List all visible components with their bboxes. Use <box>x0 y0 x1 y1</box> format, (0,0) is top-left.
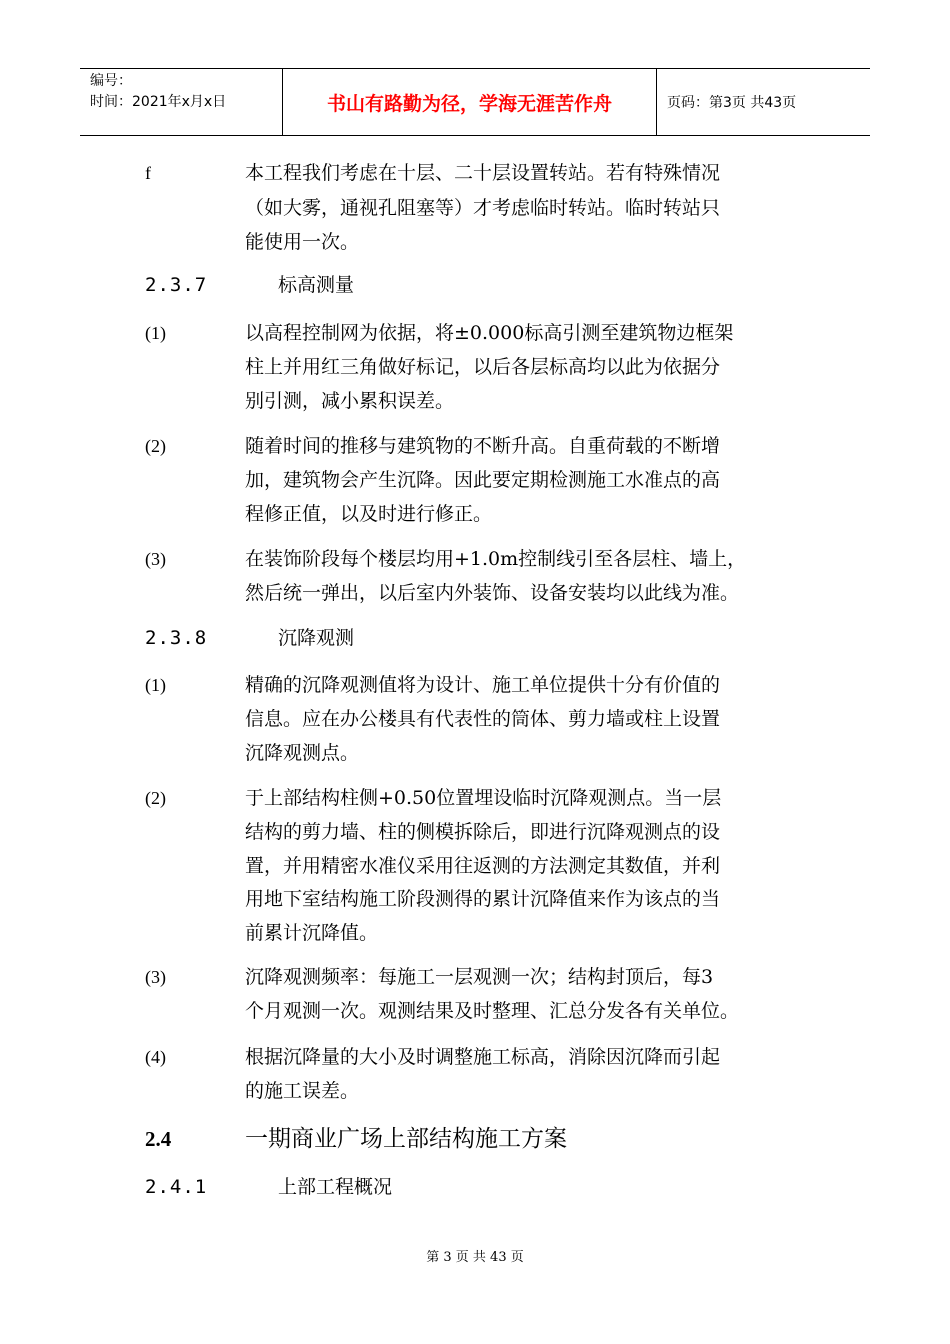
paragraph-line: 以高程控制网为依据，将±0.000标高引测至建筑物边框架 <box>245 322 734 344</box>
section-number: 2.3.8 <box>145 627 208 649</box>
item-number: f <box>145 163 151 183</box>
paragraph-line: 本工程我们考虑在十层、二十层设置转站。若有特殊情况 <box>245 162 721 184</box>
paragraph-line: 沉降观测频率：每施工一层观测一次；结构封顶后，每3 <box>245 966 714 988</box>
item-number: (3) <box>145 549 166 569</box>
paragraph-line: （如大雾，通视孔阻塞等）才考虑临时转站。临时转站只 <box>245 197 721 219</box>
paragraph-line: 用地下室结构施工阶段测得的累计沉降值来作为该点的当 <box>245 888 721 910</box>
paragraph-line: 结构的剪力墙、柱的侧模拆除后，即进行沉降观测点的设 <box>245 821 721 843</box>
header-motto: 书山有路勤为径，学海无涯苦作舟 <box>283 69 657 135</box>
paragraph-line: 能使用一次。 <box>245 231 360 253</box>
paragraph-line: 个月观测一次。观测结果及时整理、汇总分发各有关单位。 <box>245 1000 740 1022</box>
paragraph-line: 的施工误差。 <box>245 1080 360 1102</box>
time-label: 时间：2021年x月x日 <box>90 94 227 110</box>
paragraph-line: 信息。应在办公楼具有代表性的筒体、剪力墙或柱上设置 <box>245 708 721 730</box>
paragraph-line: 加，建筑物会产生沉降。因此要定期检测施工水准点的高 <box>245 469 721 491</box>
paragraph-line: 然后统一弹出，以后室内外装饰、设备安装均以此线为准。 <box>245 582 740 604</box>
chapter-title: 一期商业广场上部结构施工方案 <box>245 1126 567 1152</box>
paragraph-line: 于上部结构柱侧+0.50位置埋设临时沉降观测点。当一层 <box>245 787 722 809</box>
item-number: (1) <box>145 323 166 343</box>
item-number: (4) <box>145 1047 166 1067</box>
header-meta <box>80 69 283 135</box>
paragraph-line: 根据沉降量的大小及时调整施工标高，消除因沉降而引起 <box>245 1046 721 1068</box>
section-number: 2.4.1 <box>145 1176 208 1198</box>
section-title: 标高测量 <box>278 274 355 296</box>
paragraph-line: 随着时间的推移与建筑物的不断升高。自重荷载的不断增 <box>245 435 721 457</box>
item-number: (3) <box>145 967 166 987</box>
code-label: 编号： <box>90 73 132 89</box>
page-header <box>80 68 870 136</box>
paragraph-line: 程修正值，以及时进行修正。 <box>245 503 493 525</box>
header-page-info: 页码：第3页 共43页 <box>667 95 797 111</box>
item-number: (2) <box>145 436 166 456</box>
page-footer: 第 3 页 共 43 页 <box>426 1250 524 1265</box>
paragraph-line: 置，并用精密水准仪采用往返测的方法测定其数值，并利 <box>245 855 721 877</box>
section-number: 2.3.7 <box>145 274 208 296</box>
item-number: (1) <box>145 675 166 695</box>
paragraph-line: 前累计沉降值。 <box>245 922 379 944</box>
paragraph-line: 精确的沉降观测值将为设计、施工单位提供十分有价值的 <box>245 674 721 696</box>
paragraph-line: 柱上并用红三角做好标记，以后各层标高均以此为依据分 <box>245 356 721 378</box>
section-title: 上部工程概况 <box>278 1176 393 1198</box>
paragraph-line: 沉降观测点。 <box>245 742 360 764</box>
item-number: (2) <box>145 788 166 808</box>
section-title: 沉降观测 <box>278 627 355 649</box>
chapter-number: 2.4 <box>145 1127 172 1151</box>
paragraph-line: 别引测，减小累积误差。 <box>245 390 455 412</box>
paragraph-line: 在装饰阶段每个楼层均用+1.0m控制线引至各层柱、墙上， <box>245 548 747 570</box>
